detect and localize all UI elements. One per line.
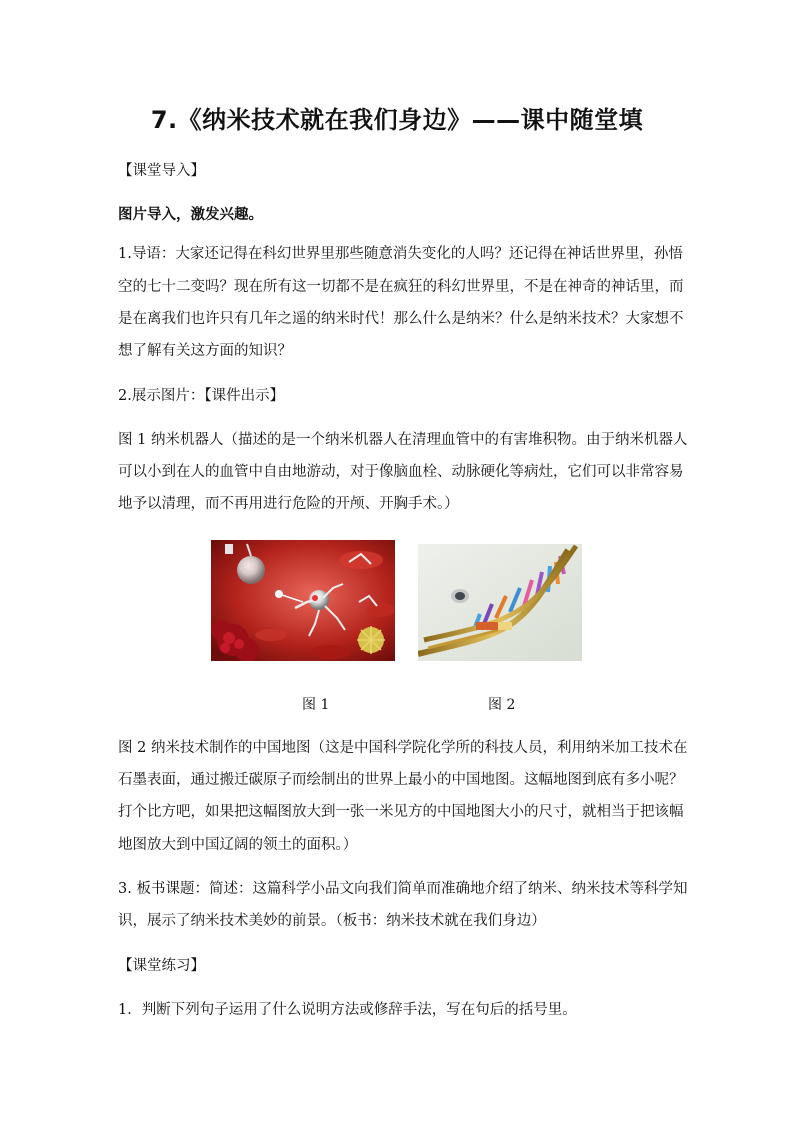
figure-1-image — [211, 540, 395, 661]
paragraph-line: 是在离我们也许只有几年之遥的纳米时代！那么什么是纳米？什么是纳米技术？大家想不 — [118, 311, 684, 327]
paragraph-line: 石墨表面，通过搬迁碳原子而绘制出的世界上最小的中国地图。这幅地图到底有多小呢？ — [118, 772, 684, 788]
subheading: 图片导入，激发兴趣。 — [118, 207, 263, 223]
practice-question-1: 1．判断下列句子运用了什么说明方法或修辞手法，写在句后的括号里。 — [118, 1002, 577, 1018]
paragraph-line: 图 1 纳米机器人（描述的是一个纳米机器人在清理血管中的有害堆积物。由于纳米机器人 — [118, 432, 688, 448]
page-title: 7.《纳米技术就在我们身边》——课中随堂填 — [150, 106, 644, 134]
section-heading-practice: 【课堂练习】 — [118, 958, 205, 974]
paragraph-line: 可以小到在人的血管中自由地游动，对于像脑血栓、动脉硬化等病灶，它们可以非常容易 — [118, 464, 684, 480]
paragraph-line: 地予以清理，而不再用进行危险的开颅、开胸手术。） — [118, 496, 459, 512]
paragraph-line: 地图放大到中国辽阔的领土的面积。） — [118, 837, 358, 853]
paragraph-line: 3. 板书课题：简述：这篇科学小品文向我们简单而准确地介绍了纳米、纳米技术等科学知 — [118, 881, 688, 897]
paragraph-show-images: 2.展示图片：【课件出示】 — [118, 388, 285, 404]
figure-2-image — [418, 544, 582, 661]
paragraph-line: 1.导语：大家还记得在科幻世界里那些随意消失变化的人吗？还记得在神话世界里，孙悟 — [118, 246, 683, 262]
paragraph-line: 想了解有关这方面的知识？ — [118, 343, 292, 359]
paragraph-line: 空的七十二变吗？现在所有这一切都不是在疯狂的科幻世界里，不是在神奇的神话里，而 — [118, 279, 684, 295]
figure-1-caption: 图 1 — [302, 697, 330, 713]
paragraph-line: 图 2 纳米技术制作的中国地图（这是中国科学院化学所的科技人员，利用纳米加工技术在 — [118, 740, 688, 756]
paragraph-line: 识，展示了纳米技术美妙的前景。（板书：纳米技术就在我们身边） — [118, 913, 546, 929]
figure-2-caption: 图 2 — [488, 697, 516, 713]
section-heading-intro: 【课堂导入】 — [118, 163, 205, 179]
paragraph-line: 打个比方吧，如果把这幅图放大到一张一米见方的中国地图大小的尺寸，就相当于把该幅 — [118, 804, 684, 820]
